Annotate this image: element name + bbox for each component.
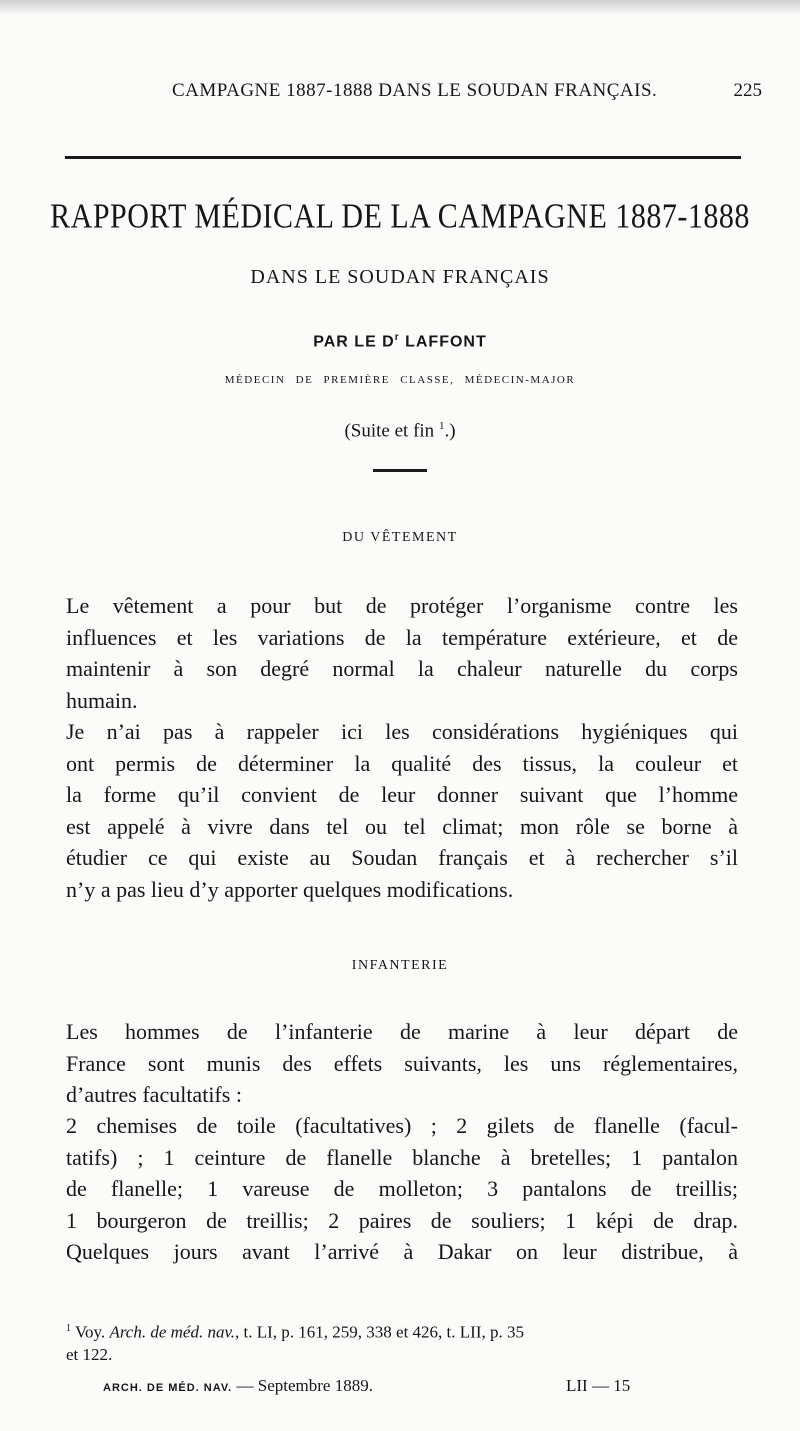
paragraph-4 [66,1110,738,1236]
continued-text: (Suite et fin [344,420,435,442]
footer-date: — Septembre 1889. [232,1376,373,1395]
text-line: 1 bourgeron de treillis; 2 paires de souliers; 1 képi de drap. [66,1207,738,1233]
text-line: France sont munis des effets suivants, les uns réglementaires, [66,1050,738,1076]
article-title: RAPPORT MÉDICAL DE LA CAMPAGNE 1887-1888 [50,197,750,236]
text-line: influences et les variations de la température extérieure, et de [66,624,738,650]
article-subtitle: DANS LE SOUDAN FRANÇAIS [250,266,550,288]
paragraph-2 [66,716,738,905]
text-line: humain. [66,687,138,713]
footnote [66,1318,738,1366]
text-line: Quelques jours avant l’arrivé à Dakar on leur distribue, à [66,1239,738,1264]
text-line: étudier ce qui existe au Soudan français et à rechercher s’il [66,845,738,870]
header-rule [65,156,741,159]
section-heading-infanterie: INFANTERIE [351,958,449,973]
text-line: 2 chemises de toile (facultatives) ; 2 gilets de flanelle (facul- [66,1113,738,1138]
footnote-text-b: , t. LI, p. 161, 259, 338 et 426, t. LII, p. 35 [235,1322,524,1342]
author-prefix: PAR LE D [313,333,395,351]
running-head: CAMPAGNE 1887-1888 DANS LE SOUDAN FRANÇAIS. [172,80,658,101]
text-line: est appelé à vivre dans tel ou tel climat; mon rôle se borne à [66,813,738,839]
author-name: LAFFONT [405,333,487,351]
footnote-ref: 1 [438,420,445,432]
footnote-marker: 1 [66,1323,71,1334]
scan-top-edge [0,0,800,14]
paragraph-1 [66,590,738,716]
text-line: ont permis de déterminer la qualité des tissus, la couleur et [66,750,738,776]
author-rank: MÉDECIN DE PREMIÈRE CLASSE, MÉDECIN-MAJOR [224,374,576,386]
title-separator-rule [373,469,427,472]
text-line: maintenir à son degré normal la chaleur naturelle du corps [66,656,738,681]
text-line: n’y a pas lieu d’y apporter quelques modifications. [66,876,514,902]
footer-journal: ARCH. DE MÉD. NAV. [103,1382,233,1394]
footnote-text-c: et 122. [66,1344,113,1364]
text-line: tatifs) ; 1 ceinture de flanelle blanche à bretelles; 1 pantalon [66,1144,738,1170]
text-line: Le vêtement a pour but de protéger l’organisme contre les [66,593,738,618]
footer-volume: LII — 15 [566,1376,631,1395]
text-line: Les hommes de l’infanterie de marine à leur départ de [66,1019,738,1044]
author-line [0,332,800,351]
page-number: 225 [733,80,762,101]
continued-end: .) [444,420,456,442]
footnote-journal: Arch. de méd. nav. [109,1322,236,1342]
text-line: Je n’ai pas à rappeler ici les considérations hygiéniques qui [66,719,738,744]
paragraph-5 [66,1236,738,1268]
text-line: d’autres facultatifs : [66,1082,242,1107]
text-line: la forme qu’il convient de leur donner suivant que l’homme [66,782,738,807]
paragraph-3 [66,1016,738,1111]
text-line: de flanelle; 1 vareuse de molleton; 3 pantalons de treillis; [66,1176,738,1201]
section-heading-vetement: DU VÊTEMENT [342,530,458,545]
footnote-text-a: Voy. [74,1322,110,1342]
author-sup: r [394,332,400,343]
continuation-note [0,420,800,442]
